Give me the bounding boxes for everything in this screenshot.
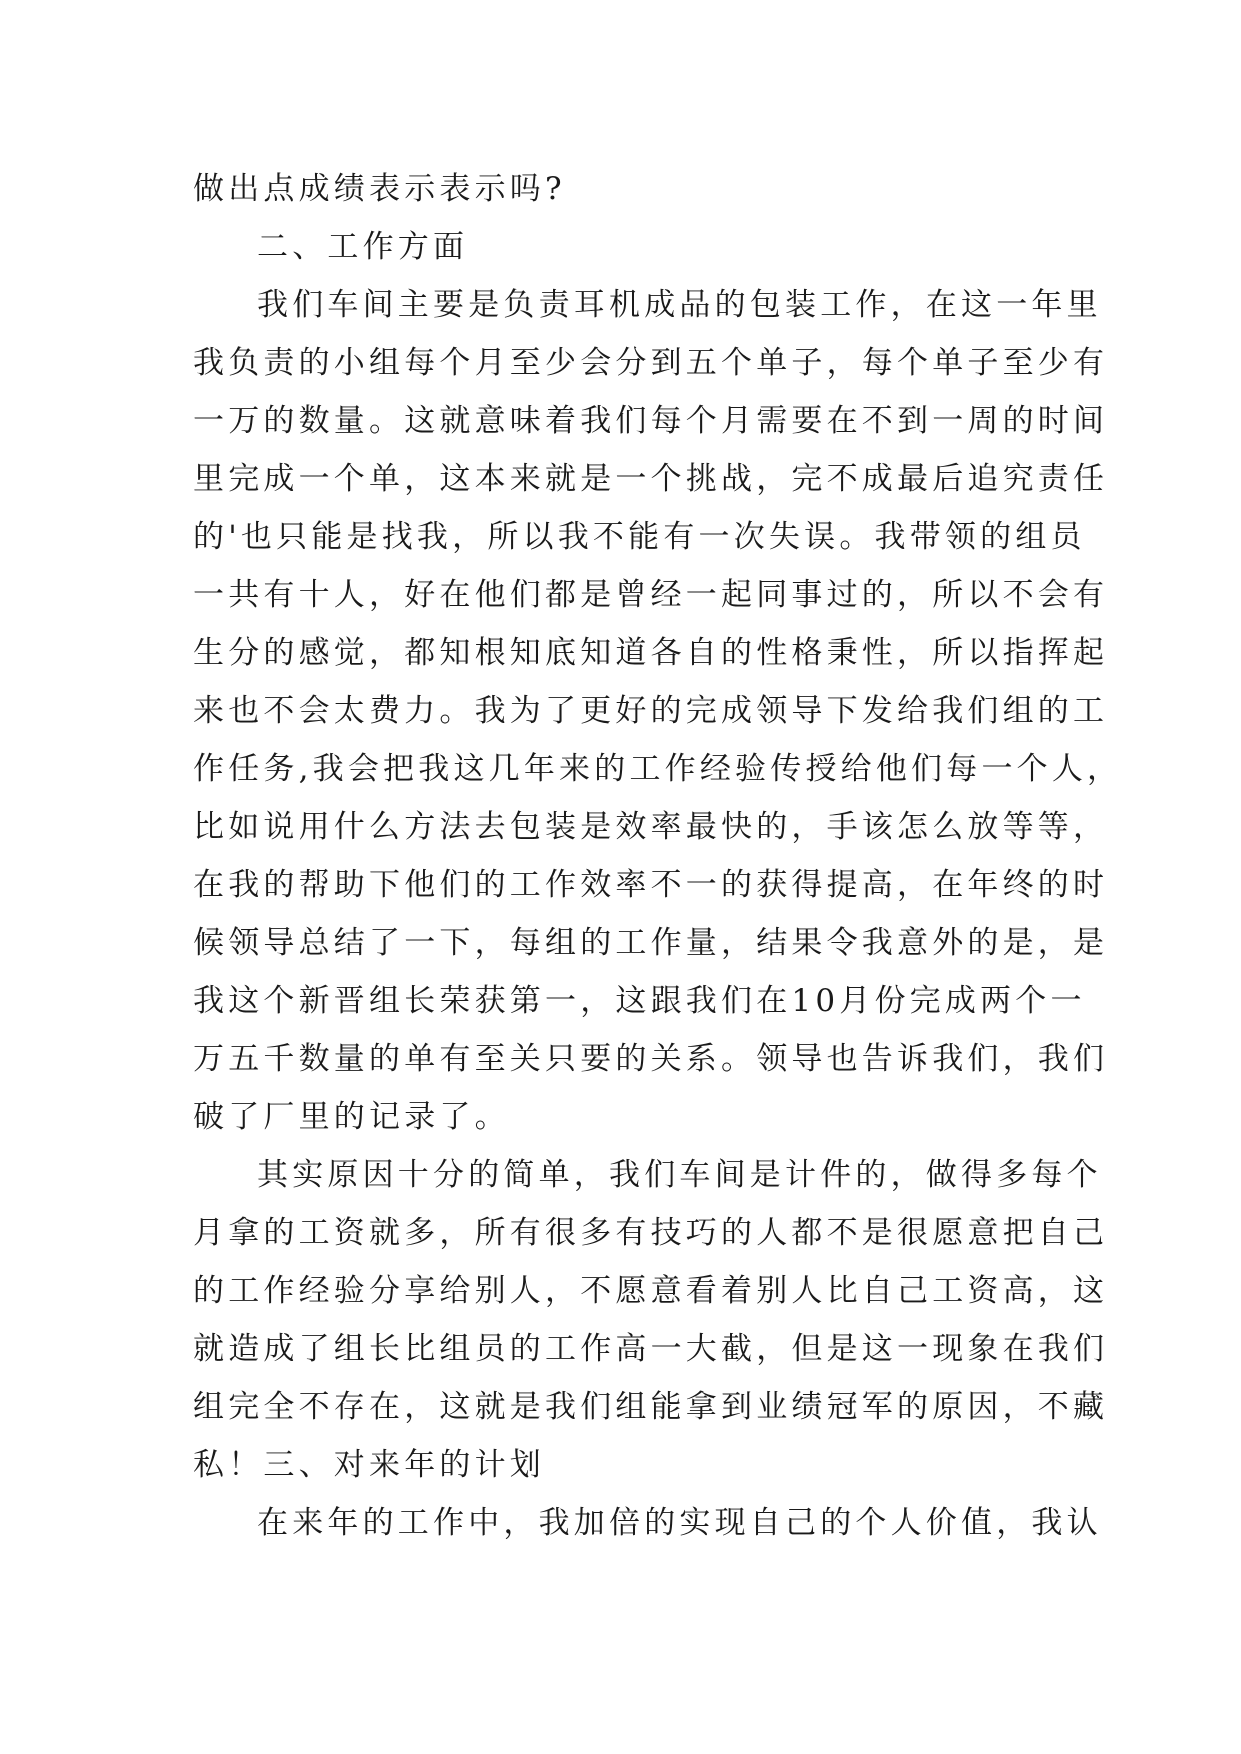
text-line: 一万的数量。这就意味着我们每个月需要在不到一周的时间 [193,403,1109,439]
text-line: 的工作经验分享给别人，不愿意看着别人比自己工资高，这 [193,1273,1109,1309]
text-line: 组完全不存在，这就是我们组能拿到业绩冠军的原因，不藏 [193,1389,1109,1425]
text-line: 私！三、对来年的计划 [193,1447,545,1483]
text-line: 破了厂里的记录了。 [193,1099,510,1135]
text-line: 候领导总结了一下，每组的工作量，结果令我意外的是，是 [193,925,1109,961]
text-line: 我这个新晋组长荣获第一，这跟我们在10月份完成两个一 [193,983,1086,1019]
text-line: 二、工作方面 [257,229,469,265]
text-line: 作任务,我会把我这几年来的工作经验传授给他们每一个人， [193,751,1123,787]
text-line: 比如说用什么方法去包装是效率最快的，手该怎么放等等， [193,809,1109,845]
text-line: 我负责的小组每个月至少会分到五个单子，每个单子至少有 [193,345,1109,381]
text-line: 在我的帮助下他们的工作效率不一的获得提高，在年终的时 [193,867,1109,903]
text-line: 在来年的工作中，我加倍的实现自己的个人价值，我认 [257,1505,1102,1541]
text-line: 生分的感觉，都知根知底知道各自的性格秉性，所以指挥起 [193,635,1109,671]
body-text [193,160,1123,1552]
text-line: 就造成了组长比组员的工作高一大截，但是这一现象在我们 [193,1331,1109,1367]
text-line: 做出点成绩表示表示吗? [193,171,566,207]
text-line: 其实原因十分的简单，我们车间是计件的，做得多每个 [257,1157,1102,1193]
text-line: 来也不会太费力。我为了更好的完成领导下发给我们组的工 [193,693,1109,729]
text-line: 万五千数量的单有至关只要的关系。领导也告诉我们，我们 [193,1041,1109,1077]
text-line: 我们车间主要是负责耳机成品的包装工作，在这一年里 [257,287,1102,323]
text-line: 里完成一个单，这本来就是一个挑战，完不成最后追究责任 [193,461,1109,497]
text-line: 月拿的工资就多，所有很多有技巧的人都不是很愿意把自己 [193,1215,1109,1251]
text-line: 一共有十人，好在他们都是曾经一起同事过的，所以不会有 [193,577,1109,613]
text-line: 的'也只能是找我，所以我不能有一次失误。我带领的组员 [193,519,1086,555]
